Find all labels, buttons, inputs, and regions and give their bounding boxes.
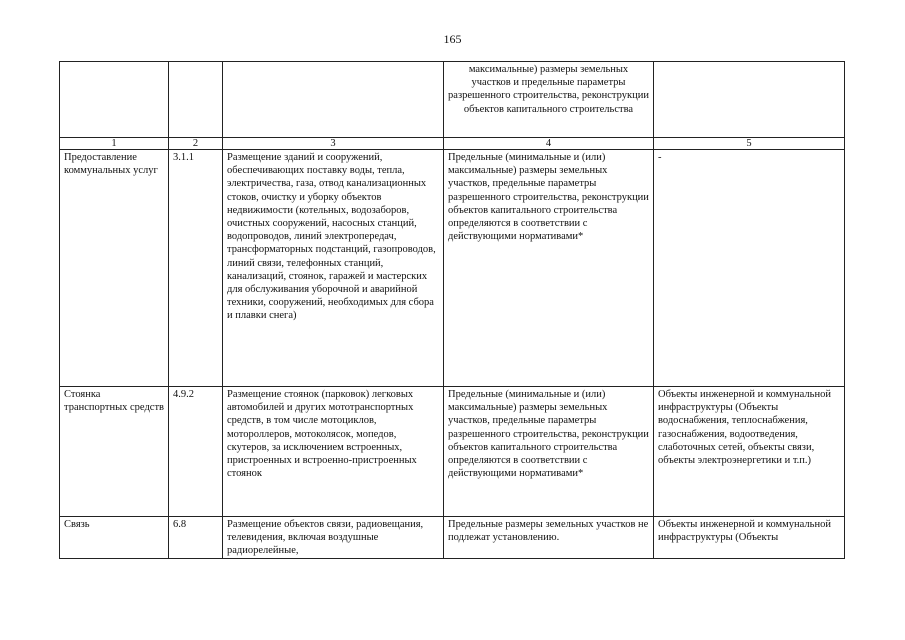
cont-cell-2 bbox=[169, 62, 223, 138]
column-number: 4 bbox=[444, 138, 654, 150]
row-auxiliary: - bbox=[654, 150, 845, 387]
table-row bbox=[60, 517, 845, 559]
cont-cell-5 bbox=[654, 62, 845, 138]
row-name: Связь bbox=[60, 517, 169, 559]
cont-cell-1 bbox=[60, 62, 169, 138]
table-row bbox=[60, 150, 845, 387]
column-number: 1 bbox=[60, 138, 169, 150]
row-auxiliary: Объекты инженерной и коммунальной инфраструктуры (Объекты bbox=[654, 517, 845, 559]
row-code: 3.1.1 bbox=[169, 150, 223, 387]
row-name: Предоставление коммунальных услуг bbox=[60, 150, 169, 387]
row-description: Размещение зданий и сооружений, обеспечивающих поставку воды, тепла, электричества, газа, отвод канализационных стоков, очистку и уборку объектов недвижимости (котельных, водозаборов, очистных сооружений, насосных станций, водопроводов, линий электропередач, трансформаторных подстанций, газопроводов, линий связи, телефонных станций, канализаций, стоянок, гаражей и мастерских для обслуживания уборочной и аварийной техники, сооружений, необходимых для сбора и плавки снега) bbox=[223, 150, 444, 387]
cont-cell-3 bbox=[223, 62, 444, 138]
column-number: 2 bbox=[169, 138, 223, 150]
row-code: 6.8 bbox=[169, 517, 223, 559]
continuation-row bbox=[60, 62, 845, 138]
table-row bbox=[60, 387, 845, 517]
row-parameters: Предельные (минимальные и (или) максимальные) размеры земельных участков, предельные параметры разрешенного строительства, реконструкции объектов капитального строительства определяются в соответствии с действующими нормативами* bbox=[444, 387, 654, 517]
row-parameters: Предельные размеры земельных участков не подлежат установлению. bbox=[444, 517, 654, 559]
column-number: 3 bbox=[223, 138, 444, 150]
page-number: 165 bbox=[443, 32, 462, 46]
row-code: 4.9.2 bbox=[169, 387, 223, 517]
cont-cell-4: максимальные) размеры земельных участков и предельные параметры разрешенного строительства, реконструкции объектов капитального строительства bbox=[444, 62, 654, 138]
row-parameters: Предельные (минимальные и (или) максимальные) размеры земельных участков, предельные параметры разрешенного строительства, реконструкции объектов капитального строительства определяются в соответствии с действующими нормативами* bbox=[444, 150, 654, 387]
row-auxiliary: Объекты инженерной и коммунальной инфраструктуры (Объекты водоснабжения, теплоснабжения, газоснабжения, водоотведения, слаботочных сетей, объекты связи, объекты электроэнергетики и т.п.) bbox=[654, 387, 845, 517]
column-number-row bbox=[60, 138, 845, 150]
column-number: 5 bbox=[654, 138, 845, 150]
row-description: Размещение стоянок (парковок) легковых автомобилей и других мототранспортных средств, в том числе мотоциклов, мотороллеров, мотоколясок, мопедов, скутеров, за исключением встроенных, пристроенных и встроенно-пристроенных стоянок bbox=[223, 387, 444, 517]
row-name: Стоянка транспортных средств bbox=[60, 387, 169, 517]
zoning-table bbox=[59, 61, 845, 559]
row-description: Размещение объектов связи, радиовещания, телевидения, включая воздушные радиорелейные, bbox=[223, 517, 444, 559]
